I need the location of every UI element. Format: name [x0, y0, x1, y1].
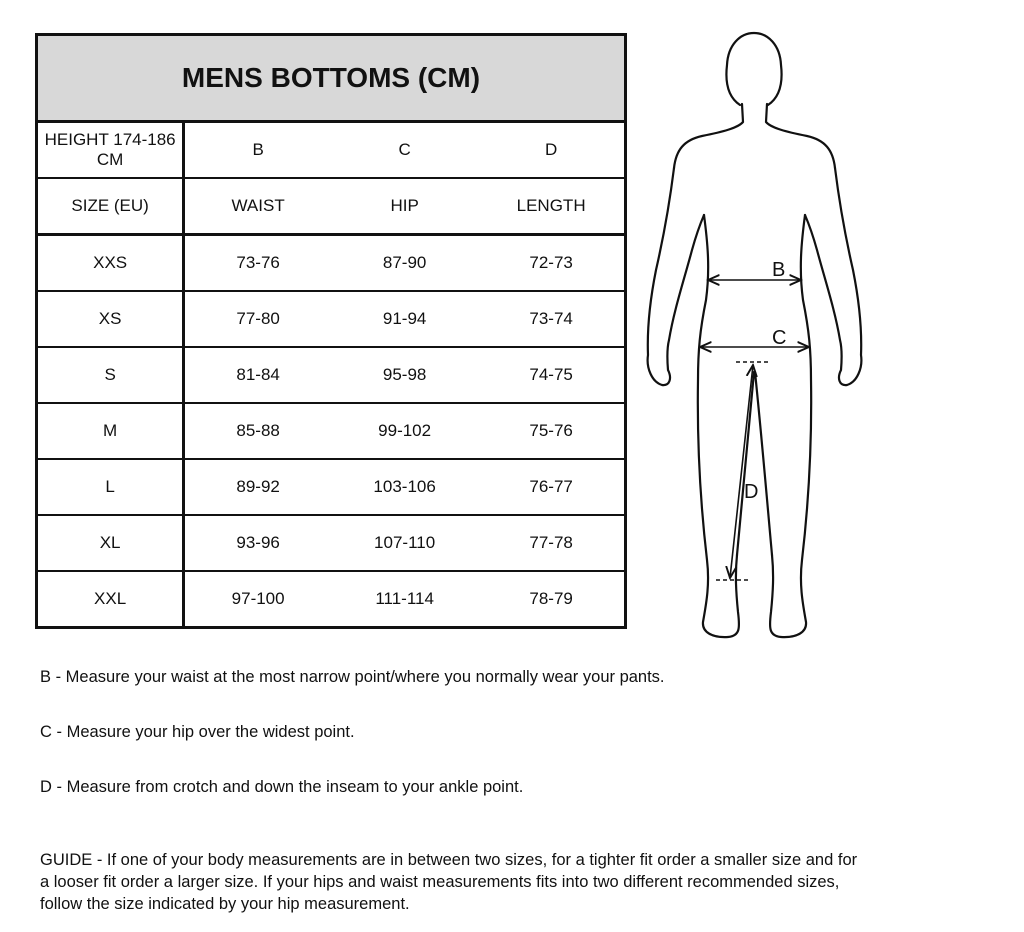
- table-row: [37, 459, 626, 515]
- header-d: D: [478, 122, 625, 179]
- table-row: [37, 347, 626, 403]
- size-cell: M: [37, 403, 184, 459]
- note-guide: GUIDE - If one of your body measurements are in between two sizes, for a tighter fit order a smaller size and for a looser fit order a larger size. If your hips and waist measurements fits into two different recommended sizes, follow the size indicated by your hip measurement.: [40, 851, 858, 913]
- size-cell: S: [37, 347, 184, 403]
- length-cell: 78-79: [478, 571, 625, 628]
- table-row: [37, 403, 626, 459]
- waist-cell: 93-96: [184, 515, 331, 571]
- header-b: B: [184, 122, 331, 179]
- length-cell: 72-73: [478, 235, 625, 292]
- size-cell: XXL: [37, 571, 184, 628]
- table-row: [37, 515, 626, 571]
- hip-cell: 107-110: [331, 515, 478, 571]
- figure-label-d: D: [744, 481, 759, 503]
- size-cell: L: [37, 459, 184, 515]
- body-outline-figure: [640, 28, 880, 648]
- figure-label-b: B: [772, 259, 786, 281]
- note-hip: C - Measure your hip over the widest point.: [40, 723, 355, 741]
- hip-cell: 99-102: [331, 403, 478, 459]
- waist-cell: 73-76: [184, 235, 331, 292]
- size-cell: XS: [37, 291, 184, 347]
- hip-cell: 111-114: [331, 571, 478, 628]
- hip-cell: 87-90: [331, 235, 478, 292]
- length-cell: 73-74: [478, 291, 625, 347]
- table-title-row: [37, 35, 626, 122]
- waist-cell: 77-80: [184, 291, 331, 347]
- size-chart-table: [35, 33, 627, 629]
- body-outline: [648, 33, 862, 637]
- header-row-height: [37, 122, 626, 179]
- table-title: MENS BOTTOMS (CM): [37, 35, 626, 122]
- header-height: HEIGHT 174-186 CM: [37, 122, 184, 179]
- header-c: C: [331, 122, 478, 179]
- measurement-lines: [700, 280, 809, 580]
- header-length: LENGTH: [478, 178, 625, 235]
- table-row: [37, 571, 626, 628]
- waist-cell: 89-92: [184, 459, 331, 515]
- note-length: D - Measure from crotch and down the inseam to your ankle point.: [40, 778, 524, 796]
- length-cell: 75-76: [478, 403, 625, 459]
- header-row-size: [37, 178, 626, 235]
- waist-cell: 81-84: [184, 347, 331, 403]
- table-row: [37, 235, 626, 292]
- hip-cell: 103-106: [331, 459, 478, 515]
- length-cell: 76-77: [478, 459, 625, 515]
- hip-cell: 95-98: [331, 347, 478, 403]
- header-waist: WAIST: [184, 178, 331, 235]
- header-hip: HIP: [331, 178, 478, 235]
- header-size: SIZE (EU): [37, 178, 184, 235]
- note-waist: B - Measure your waist at the most narrow point/where you normally wear your pants.: [40, 668, 665, 686]
- length-cell: 74-75: [478, 347, 625, 403]
- figure-label-c: C: [772, 327, 787, 349]
- size-cell: XXS: [37, 235, 184, 292]
- table-row: [37, 291, 626, 347]
- waist-cell: 85-88: [184, 403, 331, 459]
- length-cell: 77-78: [478, 515, 625, 571]
- waist-cell: 97-100: [184, 571, 331, 628]
- hip-cell: 91-94: [331, 291, 478, 347]
- size-cell: XL: [37, 515, 184, 571]
